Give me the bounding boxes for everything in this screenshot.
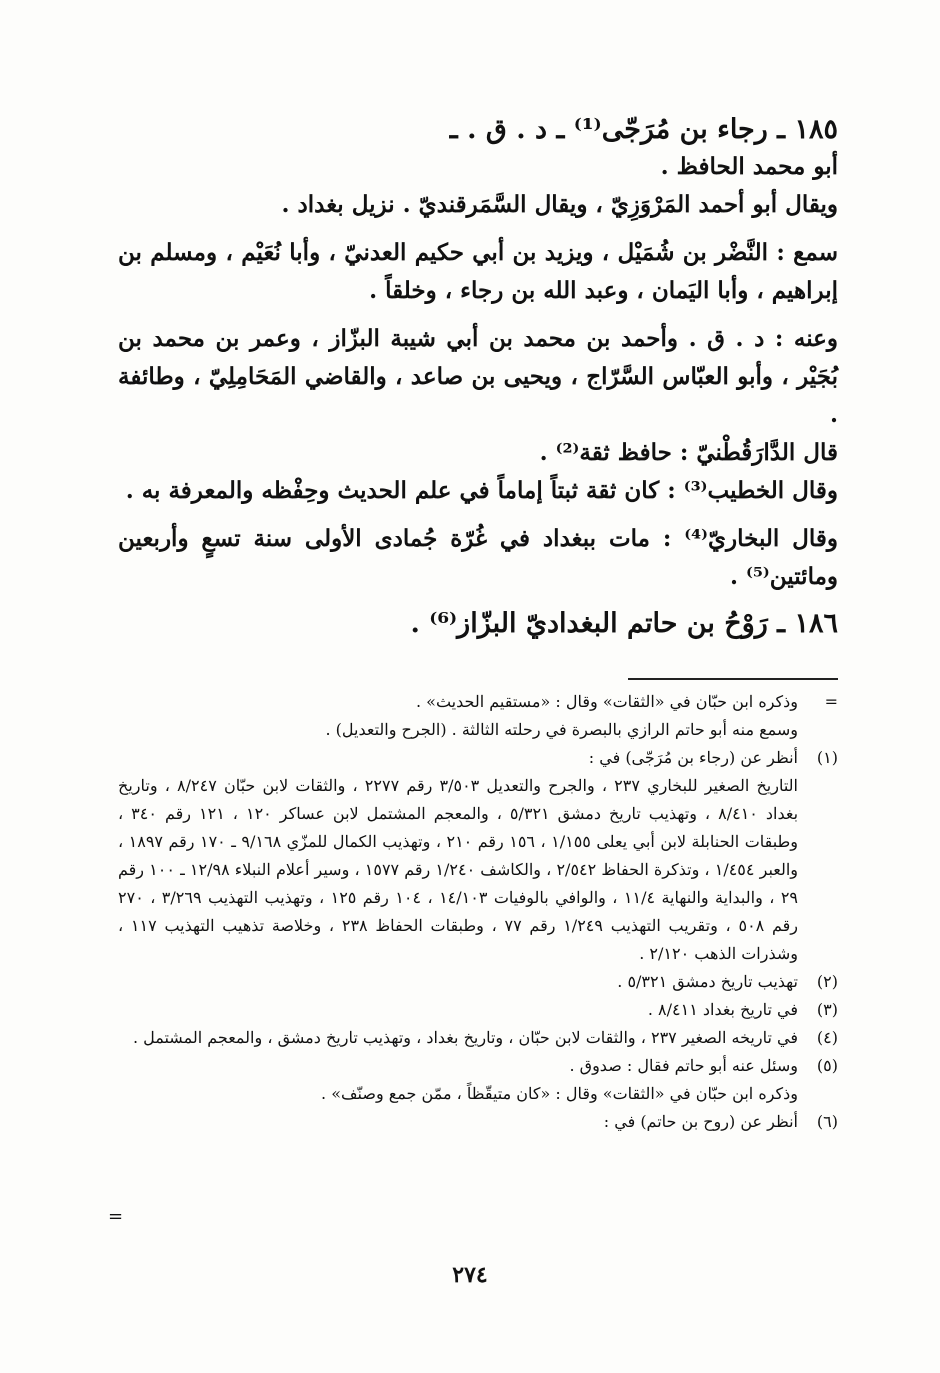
entry-185-teachers: سمع : النَّضْر بن شُمَيْل ، ويزيد بن أبي حكيم العدنيّ ، وأبا نُعَيْم ، ومسلم بن إبراهيم ، وأبا اليَمان ، وعبد الله بن رجاء ، وخلقاً . [118, 239, 838, 304]
footnotes [118, 688, 838, 1136]
entry-185-khatib-quote: وقال الخطيب⁽³⁾ : كان ثقة ثبتاً إماماً في علم الحديث وحِفْظه والمعرفة به . [125, 477, 838, 504]
continues-mark: = [108, 1206, 124, 1227]
footnote-separator [628, 678, 838, 680]
footnote-text: في تاريخ بغداد ٨/٤١١ . [647, 1000, 798, 1019]
entry-185-daraqutni-quote: قال الدَّارَقُطْنيّ : حافظ ثقة⁽²⁾ . [539, 439, 838, 466]
footnote-1 [118, 744, 838, 772]
footnote-1-sources: التاريخ الصغير للبخاري ٢٣٧ ، والجرح والتعديل ٣/٥٠٣ رقم ٢٢٧٧ ، والثقات لابن حبّان ٨/٢٤٧ ، وتاريخ بغداد ٨/٤١٠ ، وتهذيب تاريخ دمشق ٥/٣٢١ ، والمعجم المشتمل لابن عساكر ١٢٠ ، ١٢١ رقم ٣٤٠ ، وطبقات الحنابلة لابن أبي يعلى ١/١٥٥ ، ١٥٦ رقم ٢١٠ ، وتهذيب الكمال للمزّي ٩/١٦٨ ـ ١٧٠ رقم ١٨٩٧ ، والعبر ١/٤٥٤ ، وتذكرة الحفاظ ٢/٥٤٢ ، والكاشف ١/٢٤٠ رقم ١٥٧٧ ، وسير أعلام النبلاء ١٢/٩٨ ـ ١٠٠ رقم ٢٩ ، والبداية والنهاية ١١/٤ ، والوافي بالوفيات ١٤/١٠٣ ، ١٠٤ رقم ١٢٥ ، وتهذيب التهذيب ٣/٢٦٩ ، ٢٧٠ رقم ٥٠٨ ، وتقريب التهذيب ١/٢٤٩ رقم ٧٧ ، وطبقات الحفاظ ٢٣٨ ، وخلاصة تذهيب التهذيب ١١٧ ، وشذرات الذهب ٢/١٢٠ . [118, 776, 799, 963]
footnote-marker: (٥) [816, 1056, 838, 1075]
continuation-mark: = [824, 692, 838, 711]
entry-185-kunya: أبو محمد الحافظ . [660, 153, 838, 180]
footnote-5 [118, 1052, 838, 1080]
footnote-text: تهذيب تاريخ دمشق ٥/٣٢١ . [617, 972, 798, 991]
footnote-5-continuation: وذكره ابن حبّان في «الثقات» وقال : «كان متيقّظاً ، ممّن جمع وصنّف» . [321, 1084, 798, 1103]
footnote-6 [118, 1108, 838, 1136]
entry-185-students: وعنه : د . ق . وأحمد بن محمد بن أبي شيبة البزّاز ، وعمر بن محمد بن بُجَيْر ، وأبو العبّاس السَّرّاج ، ويحيى بن صاعد ، والقاضي المَحَامِلِيّ ، وطائفة . [118, 325, 838, 428]
footnote-marker: (١) [816, 748, 838, 767]
entry-186-heading: ١٨٦ ـ رَوْحُ بن حاتم البغداديّ البزّاز⁽⁶⁾ . [410, 608, 838, 639]
footnote-text: أنظر عن (رجاء بن مُرَجّى) في : [588, 748, 798, 767]
footnote-3 [118, 996, 838, 1024]
footnote-text: وسئل عنه أبو حاتم فقال : صدوق . [569, 1056, 798, 1075]
footnote-marker: (٤) [816, 1028, 838, 1047]
footnote-marker: (٦) [816, 1112, 838, 1131]
entry-185-heading: ١٨٥ ـ رجاء بن مُرَجّى⁽¹⁾ ـ د . ق . ـ [449, 114, 838, 145]
footnote-marker: (٢) [816, 972, 838, 991]
main-text [118, 112, 838, 642]
footnote-4 [118, 1024, 838, 1052]
entry-185-nisba: ويقال أبو أحمد المَرْوَزِيّ ، ويقال السَّمَرقنديّ . نزيل بغداد . [281, 191, 838, 218]
entry-185-bukhari-quote: وقال البخاريّ⁽⁴⁾ : مات ببغداد في غُرّة جُمادى الأولى سنة تسعٍ وأربعين ومائتين⁽⁵⁾ . [118, 525, 838, 590]
page-number: ٢٧٤ [452, 1262, 488, 1288]
footnote-text: وذكره ابن حبّان في «الثقات» وقال : «مستقيم الحديث» . [416, 692, 798, 711]
footnote-text: أنظر عن (روح بن حاتم) في : [603, 1112, 798, 1131]
footnote-continuation [118, 688, 838, 716]
footnote-text: في تاريخه الصغير ٢٣٧ ، والثقات لابن حبّان ، وتاريخ بغداد ، وتهذيب تاريخ دمشق ، والمعجم المشتمل . [132, 1028, 798, 1047]
footnote-text: وسمع منه أبو حاتم الرازي بالبصرة في رحلته الثالثة . (الجرح والتعديل) . [325, 720, 798, 739]
footnote-2 [118, 968, 838, 996]
footnote-marker: (٣) [816, 1000, 838, 1019]
